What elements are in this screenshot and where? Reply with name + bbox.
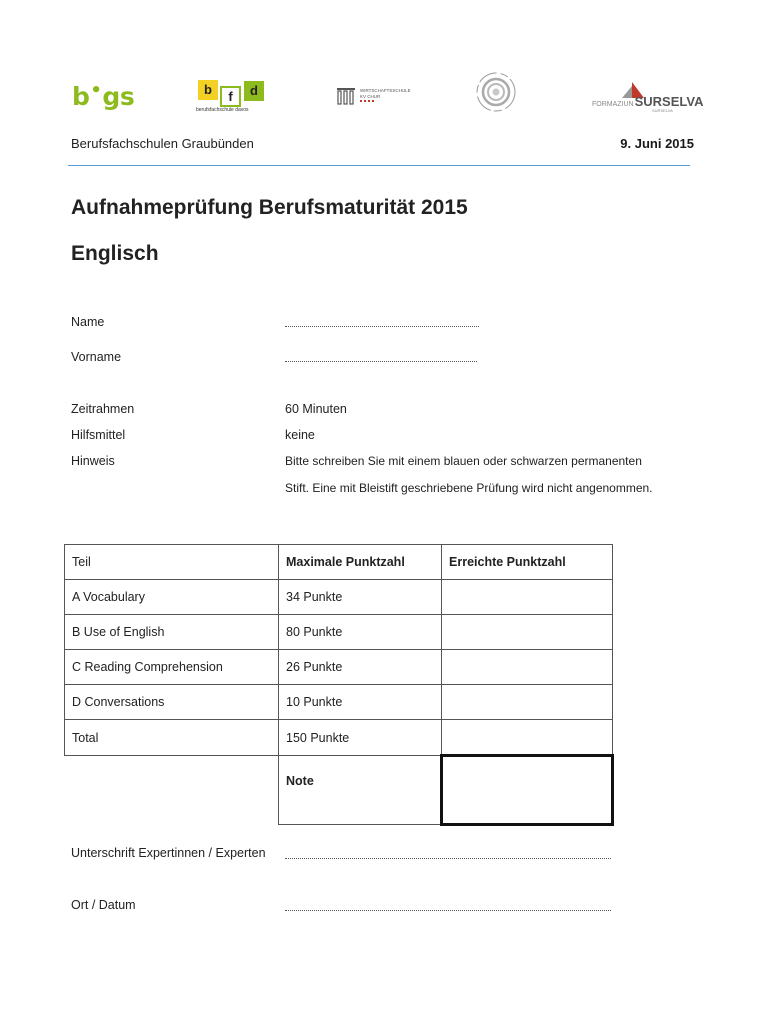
row-max: 34 Punkte (279, 580, 442, 615)
note-row (65, 756, 613, 825)
row-max: 150 Punkte (279, 720, 442, 756)
surselva-logo: FORMAZIUNSURSELVA SURSELVA (592, 80, 702, 116)
table-row (65, 615, 613, 650)
table-row (65, 650, 613, 685)
row-achieved-cell[interactable] (442, 615, 613, 650)
circle-emblem-icon (468, 70, 524, 116)
hilfsmittel-value: keine (285, 428, 315, 442)
row-part: A Vocabulary (65, 580, 279, 615)
name-label: Name (71, 315, 105, 329)
table-row (65, 685, 613, 720)
row-max: 80 Punkte (279, 615, 442, 650)
ring-logo (468, 70, 524, 116)
row-part: B Use of English (65, 615, 279, 650)
exam-title: Aufnahmeprüfung Berufsmaturität 2015 (71, 196, 468, 219)
row-part: Total (65, 720, 279, 756)
note-label: Note (279, 756, 442, 825)
row-part: C Reading Comprehension (65, 650, 279, 685)
row-achieved-cell[interactable] (442, 685, 613, 720)
header-divider (68, 165, 690, 166)
wirtschaftsschule-logo: WIRTSCHAFTSSCHULE KV CHUR (336, 86, 426, 106)
hinweis-line-2: Stift. Eine mit Bleistift geschriebene Prüfung wird nicht angenommen. (285, 481, 653, 495)
table-row (65, 580, 613, 615)
place-date-label: Ort / Datum (71, 898, 136, 912)
row-part: D Conversations (65, 685, 279, 720)
hilfsmittel-label: Hilfsmittel (71, 428, 126, 442)
place-date-field[interactable] (285, 909, 611, 911)
experts-signature-label: Unterschrift Expertinnen / Experten (71, 846, 266, 860)
bfd-caption: berufsfachschule davos (196, 107, 249, 113)
header-max-points: Maximale Punktzahl (279, 545, 442, 580)
bfd-letter-b: b (198, 80, 218, 100)
hinweis-label: Hinweis (71, 454, 115, 468)
organization-name: Berufsfachschulen Graubünden (71, 136, 254, 151)
header-achieved-points: Erreichte Punktzahl (442, 545, 613, 580)
vorname-field[interactable] (285, 360, 477, 362)
bgs-logo: b•gs (72, 80, 135, 111)
bfd-logo (196, 78, 266, 118)
table-header-row (65, 545, 613, 580)
note-box[interactable] (442, 756, 613, 825)
name-field[interactable] (285, 325, 479, 327)
exam-date: 9. Juni 2015 (620, 136, 694, 151)
building-icon (336, 86, 356, 106)
exam-subject: Englisch (71, 242, 159, 265)
header-teil: Teil (65, 545, 279, 580)
bfd-letter-d: d (244, 81, 264, 101)
row-max: 26 Punkte (279, 650, 442, 685)
row-max: 10 Punkte (279, 685, 442, 720)
row-achieved-cell[interactable] (442, 720, 613, 756)
experts-signature-field[interactable] (285, 857, 611, 859)
row-achieved-cell[interactable] (442, 580, 613, 615)
table-row-total (65, 720, 613, 756)
hinweis-line-1: Bitte schreiben Sie mit einem blauen oder schwarzen permanenten (285, 454, 642, 468)
bfd-letter-f: f (220, 86, 241, 107)
zeitrahmen-value: 60 Minuten (285, 402, 347, 416)
row-achieved-cell[interactable] (442, 650, 613, 685)
score-table (64, 544, 614, 826)
vorname-label: Vorname (71, 350, 122, 364)
zeitrahmen-label: Zeitrahmen (71, 402, 135, 416)
